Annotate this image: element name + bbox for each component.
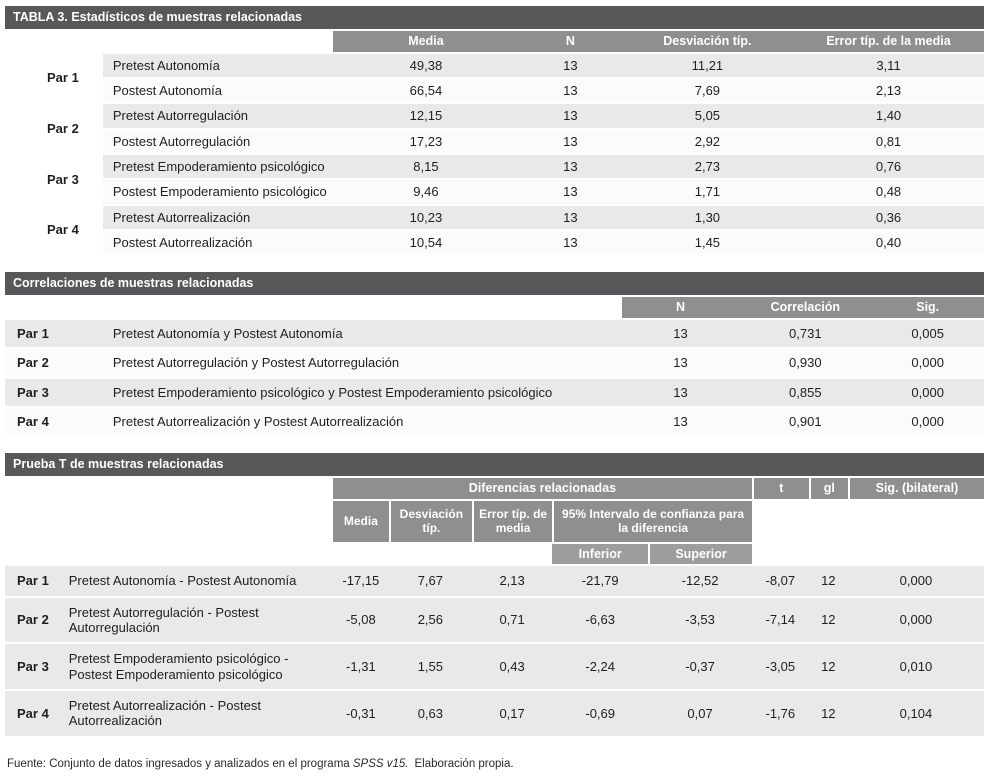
row-label: Pretest Autorregulación: [103, 104, 333, 127]
cell-media: -17,15: [333, 566, 389, 595]
source-note-program: SPSS v15.: [352, 757, 409, 770]
col-header-superior: Superior: [648, 544, 752, 565]
row-label: Pretest Autorrealización y Postest Autorrealización: [103, 408, 622, 435]
table-row: [5, 180, 984, 203]
col-header-correlation: Correlación: [739, 297, 871, 318]
table-row: [5, 644, 984, 689]
cell-gl: 12: [809, 566, 848, 595]
cell-ci-lower: -6,63: [552, 598, 648, 643]
cell-std-error: 2,13: [472, 566, 552, 595]
ttest-table-section: [5, 453, 984, 737]
col-header-n: N: [519, 31, 622, 52]
pair-label: Par 2: [5, 104, 103, 153]
cell-sig: 0,000: [871, 379, 984, 406]
blank-cell: [809, 544, 848, 565]
stats-table-title-bar: [5, 6, 984, 29]
cell-correlation: 0,901: [739, 408, 871, 435]
pair-label: Par 1: [5, 320, 103, 347]
blank-cell: [64, 501, 333, 541]
blank-cell: [5, 544, 64, 565]
cell-std-dev: 7,69: [622, 79, 793, 102]
source-note: [5, 754, 984, 780]
cell-media: 17,23: [333, 130, 519, 153]
table-row: [5, 349, 984, 376]
col-header-media: Media: [333, 501, 389, 541]
cell-std-error: 0,48: [793, 180, 984, 203]
cell-media: 8,15: [333, 155, 519, 178]
cell-t: -7,14: [752, 598, 809, 643]
ttest-subheader-row: [5, 501, 984, 541]
cell-n: 13: [519, 180, 622, 203]
col-header-media: Media: [333, 31, 519, 52]
table-row: [5, 104, 984, 127]
row-label: Pretest Empoderamiento psicológico - Postest Empoderamiento psicológico: [64, 644, 333, 689]
table-row: [5, 691, 984, 736]
table-row: [5, 231, 984, 254]
ttest-table-title-bar: [5, 453, 984, 476]
cell-std-error: 0,81: [793, 130, 984, 153]
col-header-t: t: [752, 478, 809, 499]
row-label: Pretest Autonomía y Postest Autonomía: [103, 320, 622, 347]
cell-std-dev: 2,56: [389, 598, 472, 643]
cell-std-dev: 11,21: [622, 54, 793, 77]
blank-cell: [752, 501, 809, 541]
row-label: Pretest Autorrealización - Postest Autorrealización: [64, 691, 333, 736]
cell-media: 66,54: [333, 79, 519, 102]
cell-sig: 0,010: [848, 644, 984, 689]
row-label: Pretest Empoderamiento psicológico: [103, 155, 333, 178]
cell-std-dev: 1,45: [622, 231, 793, 254]
cell-t: -3,05: [752, 644, 809, 689]
table-row: [5, 79, 984, 102]
row-label: Pretest Autorregulación y Postest Autorregulación: [103, 349, 622, 376]
cell-n: 13: [622, 349, 739, 376]
col-header-gl: gl: [809, 478, 848, 499]
cell-std-error: 0,43: [472, 644, 552, 689]
row-label: Postest Autorrealización: [103, 231, 333, 254]
table-row: [5, 130, 984, 153]
cell-std-error: 3,11: [793, 54, 984, 77]
cell-ci-upper: -0,37: [648, 644, 752, 689]
blank-cell: [5, 501, 64, 541]
stats-table-title: TABLA 3. Estadísticos de muestras relacionadas: [13, 10, 302, 24]
row-label: Pretest Autonomía: [103, 54, 333, 77]
col-header-sig: Sig. (bilateral): [848, 478, 984, 499]
blank-cell: [103, 31, 333, 52]
pair-label: Par 4: [5, 206, 103, 255]
cell-std-error: 0,40: [793, 231, 984, 254]
cell-std-error: 0,76: [793, 155, 984, 178]
cell-correlation: 0,731: [739, 320, 871, 347]
pair-label: Par 4: [5, 691, 64, 736]
cell-n: 13: [519, 231, 622, 254]
cell-n: 13: [622, 379, 739, 406]
col-header-differences: Diferencias relacionadas: [333, 478, 752, 499]
cell-sig: 0,005: [871, 320, 984, 347]
cell-n: 13: [519, 79, 622, 102]
cell-sig: 0,000: [848, 566, 984, 595]
cell-ci-upper: -12,52: [648, 566, 752, 595]
cell-media: 12,15: [333, 104, 519, 127]
blank-cell: [472, 544, 552, 565]
cell-correlation: 0,930: [739, 349, 871, 376]
pair-label: Par 1: [5, 566, 64, 595]
blank-cell: [389, 544, 472, 565]
cell-std-error: 1,40: [793, 104, 984, 127]
cell-std-dev: 5,05: [622, 104, 793, 127]
cell-ci-upper: -3,53: [648, 598, 752, 643]
cell-n: 13: [622, 320, 739, 347]
cell-std-dev: 1,55: [389, 644, 472, 689]
cell-gl: 12: [809, 691, 848, 736]
table-row: [5, 598, 984, 643]
ttest-table-title: Prueba T de muestras relacionadas: [13, 457, 224, 472]
row-label: Pretest Autorrealización: [103, 206, 333, 229]
cell-media: -1,31: [333, 644, 389, 689]
pair-label: Par 3: [5, 644, 64, 689]
ttest-ci-header-row: [5, 544, 984, 565]
cell-std-dev: 0,63: [389, 691, 472, 736]
col-header-n: N: [622, 297, 739, 318]
cell-media: 49,38: [333, 54, 519, 77]
cell-std-dev: 1,30: [622, 206, 793, 229]
cell-std-dev: 7,67: [389, 566, 472, 595]
cell-sig: 0,000: [871, 349, 984, 376]
cell-gl: 12: [809, 598, 848, 643]
row-label: Pretest Autorregulación - Postest Autorregulación: [64, 598, 333, 643]
table-row: [5, 566, 984, 595]
correlations-table-title: Correlaciones de muestras relacionadas: [13, 276, 254, 291]
col-header-std-dev: Desviación típ.: [389, 501, 472, 541]
row-label: Postest Autonomía: [103, 79, 333, 102]
blank-cell: [809, 501, 848, 541]
blank-cell: [848, 544, 984, 565]
blank-cell: [5, 478, 64, 499]
table-row: [5, 320, 984, 347]
cell-std-error: 2,13: [793, 79, 984, 102]
cell-std-error: 0,17: [472, 691, 552, 736]
cell-t: -8,07: [752, 566, 809, 595]
table-row: [5, 379, 984, 406]
ttest-table: [5, 476, 984, 737]
cell-n: 13: [519, 130, 622, 153]
cell-media: 10,54: [333, 231, 519, 254]
table-row: [5, 54, 984, 77]
row-label: Pretest Autonomía - Postest Autonomía: [64, 566, 333, 595]
cell-n: 13: [519, 54, 622, 77]
correlations-table-section: [5, 272, 984, 437]
blank-cell: [64, 544, 333, 565]
cell-sig: 0,000: [848, 598, 984, 643]
cell-gl: 12: [809, 644, 848, 689]
cell-ci-lower: -2,24: [552, 644, 648, 689]
row-label: Postest Empoderamiento psicológico: [103, 180, 333, 203]
pair-label: Par 1: [5, 54, 103, 103]
cell-media: 10,23: [333, 206, 519, 229]
cell-media: 9,46: [333, 180, 519, 203]
stats-table-section: [5, 6, 984, 256]
cell-std-error: 0,71: [472, 598, 552, 643]
cell-std-error: 0,36: [793, 206, 984, 229]
cell-std-dev: 2,92: [622, 130, 793, 153]
cell-n: 13: [519, 206, 622, 229]
source-note-suffix: Elaboración propia.: [414, 757, 514, 770]
cell-std-dev: 1,71: [622, 180, 793, 203]
cell-n: 13: [519, 104, 622, 127]
blank-cell: [103, 297, 622, 318]
col-header-inferior: Inferior: [552, 544, 648, 565]
blank-cell: [848, 501, 984, 541]
correlations-table: [5, 295, 984, 437]
col-header-std-dev: Desviación típ.: [622, 31, 793, 52]
cell-sig: 0,000: [871, 408, 984, 435]
cell-correlation: 0,855: [739, 379, 871, 406]
cell-ci-upper: 0,07: [648, 691, 752, 736]
cell-sig: 0,104: [848, 691, 984, 736]
cell-n: 13: [622, 408, 739, 435]
table-row: [5, 155, 984, 178]
cell-ci-lower: -21,79: [552, 566, 648, 595]
pair-label: Par 3: [5, 379, 103, 406]
correlations-table-title-bar: [5, 272, 984, 295]
cell-media: -0,31: [333, 691, 389, 736]
pair-label: Par 2: [5, 349, 103, 376]
source-note-prefix: Fuente: Conjunto de datos ingresados y analizados en el programa: [7, 757, 353, 770]
cell-media: -5,08: [333, 598, 389, 643]
col-header-sig: Sig.: [871, 297, 984, 318]
stats-table: [5, 29, 984, 256]
table-row: [5, 408, 984, 435]
blank-cell: [5, 297, 103, 318]
cell-n: 13: [519, 155, 622, 178]
col-header-std-error: Error típ. de la media: [793, 31, 984, 52]
cell-std-dev: 2,73: [622, 155, 793, 178]
col-header-confidence-interval: 95% Intervalo de confianza para la diferencia: [552, 501, 752, 541]
ttest-group-header-row: [5, 478, 984, 499]
stats-header-row: [5, 31, 984, 52]
blank-cell: [5, 31, 103, 52]
blank-cell: [333, 544, 389, 565]
row-label: Pretest Empoderamiento psicológico y Postest Empoderamiento psicológico: [103, 379, 622, 406]
table-row: [5, 206, 984, 229]
cell-t: -1,76: [752, 691, 809, 736]
blank-cell: [752, 544, 809, 565]
pair-label: Par 3: [5, 155, 103, 204]
col-header-std-error: Error típ. de media: [472, 501, 552, 541]
row-label: Postest Autorregulación: [103, 130, 333, 153]
correlations-header-row: [5, 297, 984, 318]
cell-ci-lower: -0,69: [552, 691, 648, 736]
pair-label: Par 4: [5, 408, 103, 435]
blank-cell: [64, 478, 333, 499]
pair-label: Par 2: [5, 598, 64, 643]
